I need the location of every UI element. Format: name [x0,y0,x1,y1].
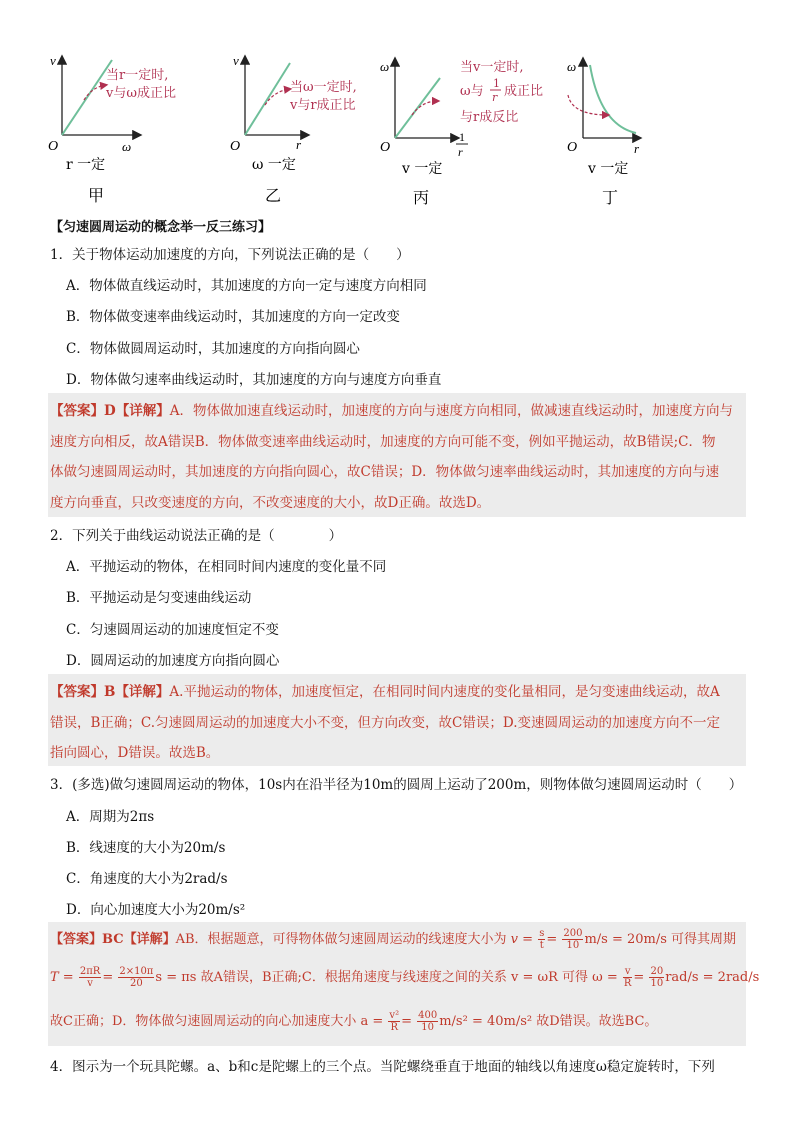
question-2-answer-line-3: 指向圆心，D错误。故选B。 [50,745,220,761]
question-3-answer-line-1: AB．根据题意，可得物体做匀速圆周运动的线速度大小为 [175,932,507,947]
graph-bing-xlabel-den: r [458,145,463,159]
graph-yi-annotation-2: v与r成正比 [290,98,356,113]
graph-jia-name: 甲 [88,186,105,205]
q3-frac-v-R: $\frac{v}{R}$ [623,966,632,989]
graph-ding-ylabel: ω [567,59,577,74]
graph-ding-curve [590,65,636,133]
graph-ding-origin: O [567,140,578,155]
question-1-answer-line-2: 速度方向相反，故A错误B．物体做变速率曲线运动时，加速度的方向可能不变，例如平抛运动，故B错误;C．物 [50,434,716,450]
question-1-answer-line-4: 度方向垂直，只改变速度的方向，不改变速度的大小，故D正确。故选D。 [50,495,491,511]
question-1-option-d: D．物体做匀速率曲线运动时，其加速度的方向与速度方向垂直 [66,372,442,388]
graph-yi-line [245,63,290,135]
question-2-option-b: B．平抛运动是匀变速曲线运动 [66,590,252,606]
graph-figures [40,45,660,215]
question-3-option-a: A．周期为2πs [66,809,155,825]
graph-jia [48,53,176,205]
question-2-option-a: A．平抛运动的物体，在相同时间内速度的变化量不同 [66,559,387,575]
graph-bing-annotation-1: 当v一定时, [460,60,524,75]
q3-eq-v: v = [510,932,534,947]
graph-bing-annotation-3: 与r成反比 [460,110,519,125]
graph-bing-line [395,78,440,138]
question-2-answer-tag: 【答案】B【详解】 [50,684,170,700]
question-3-option-c: C．角速度的大小为2rad/s [66,871,228,887]
q3-frac-400-10: $\frac{400}{10}$ [418,1010,438,1033]
question-4-stem: 4．图示为一个玩具陀螺。a、b和c是陀螺上的三个点。当陀螺绕垂直于地面的轴线以角速度ω稳定旋转时，下列 [50,1059,715,1075]
question-2-option-c: C．匀速圆周运动的加速度恒定不变 [66,622,279,638]
graph-jia-annotation-1: 当r一定时, [106,68,169,83]
graph-yi-name: 乙 [265,186,282,205]
graph-yi-condition: ω 一定 [252,157,296,173]
question-3-option-d: D．向心加速度大小为20m/s² [66,902,246,918]
graph-yi [230,53,357,205]
question-3-answer-line-2: s = πs 故A错误，B正确;C．根据角速度与线速度之间的关系 v = ωR 可得 ω = [155,970,618,985]
question-1-option-b: B．物体做变速率曲线运动时，其加速度的方向一定改变 [66,309,400,325]
section-heading: 【匀速圆周运动的概念举一反三练习】 [50,220,272,235]
graph-ding-name: 丁 [602,188,619,207]
graph-bing-annotation-2a: ω与 [460,84,484,99]
question-3-answer-line-1-tail: m/s = 20m/s 可得其周期 [584,932,737,947]
graph-bing [380,59,543,207]
graph-bing-origin: O [380,140,391,155]
question-3-stem: 3．(多选)做匀速圆周运动的物体，10s内在沿半径为10m的圆周上运动了200m，则物体做匀速圆周运动时（ ） [50,777,743,793]
graph-yi-annotation-1: 当ω一定时, [290,80,357,95]
graph-jia-origin: O [48,139,59,154]
question-3-answer: 【答案】BC【详解】AB．根据题意，可得物体做匀速圆周运动的线速度大小为 v = $\frac{s}{t}$ = $\frac{200}{10}$ m/s = 20m/s 可得其周期 T = $\frac{2\pi R}{v}$ = $\frac{2\times 10\pi}{20}$ s = πs 故A错误，B正确;C．根据角速度与线速度之间的关系 v = ωR 可得 ω = $\frac{v}{R}$ = $\frac{20}{10}$ rad/s = 2rad/s 故C正确；D．物体做匀速圆周运动的向心加速度大小 a = $\frac{\text{v²}}{R}$ = $\frac{400}{10}$ m/s² = 40m/s² 故D错误。故选BC。 [48,922,746,1046]
graph-yi-ylabel: v [233,53,239,68]
question-2-stem: 2．下列关于曲线运动说法正确的是（ ） [50,528,343,544]
question-1-option-c: C．物体做圆周运动时，其加速度的方向指向圆心 [66,341,360,357]
graph-yi-origin: O [230,139,241,154]
graph-yi-xlabel: r [296,137,302,152]
graph-jia-line [62,60,112,135]
graph-bing-xlabel-num: 1 [459,130,465,144]
graph-bing-annotation-frac-num: 1 [493,77,500,90]
q3-frac-v2-R: $\frac{\text{v²}}{R}$ [389,1010,400,1033]
question-1-answer-tag: 【答案】D【详解】 [50,403,170,419]
graph-jia-condition: r 一定 [66,157,106,173]
graph-bing-annotation-2b: 成正比 [504,84,544,99]
question-1-answer-line-3: 体做匀速圆周运动时，其加速度的方向指向圆心，故C错误；D．物体做匀速率曲线运动时，其加速度的方向与速 [50,464,720,480]
question-3-answer-line-3: 故C正确；D．物体做匀速圆周运动的向心加速度大小 a = [50,1014,384,1029]
graph-bing-name: 丙 [413,188,430,207]
graph-bing-condition: v 一定 [402,161,443,177]
question-1-stem: 1．关于物体运动加速度的方向，下列说法正确的是（ ） [50,247,410,263]
graph-ding [567,59,640,207]
q3-frac-20-10: $\frac{20}{10}$ [650,966,664,989]
q3-frac-s-t: $\frac{s}{t}$ [539,928,545,951]
graph-ding-condition: v 一定 [588,161,629,177]
graph-ding-xlabel: r [634,141,640,156]
graph-jia-annotation-2: v与ω成正比 [106,86,176,101]
q3-frac-20pi-20: $\frac{2\times 10\pi}{20}$ [119,966,154,989]
question-3-answer-line-3-tail: m/s² = 40m/s² 故D错误。故选BC。 [439,1014,658,1029]
q3-eq-T: T = [50,970,74,985]
question-2-answer-line-2: 错误，B正确；C.匀速圆周运动的加速度大小不变，但方向改变，故C错误；D.变速圆周运动的加速度方向不一定 [50,715,721,731]
q3-frac-2piR-v: $\frac{2\pi R}{v}$ [79,966,101,989]
question-2-option-d: D．圆周运动的加速度方向指向圆心 [66,653,280,669]
question-1-answer [48,393,746,517]
question-1-option-a: A．物体做直线运动时，其加速度的方向一定与速度方向相同 [66,278,427,294]
question-2-answer-line-1: A.平抛运动的物体，加速度恒定，在相同时间内速度的变化量相同，是匀变速曲线运动，故A [169,684,720,700]
question-1-answer-line-1: A．物体做加速直线运动时，加速度的方向与速度方向相同，做减速直线运动时，加速度方向与 [169,403,733,419]
q3-frac-200-10: $\frac{200}{10}$ [563,928,583,951]
question-3-answer-tag: 【答案】BC【详解】 [50,932,176,947]
graph-jia-xlabel: ω [122,139,132,154]
question-2-answer [48,674,746,766]
question-3-answer-line-2-tail: rad/s = 2rad/s [665,970,760,985]
graph-bing-ylabel: ω [380,59,390,74]
question-3-option-b: B．线速度的大小为20m/s [66,840,226,856]
graph-bing-annotation-frac-den: r [492,91,498,104]
graph-jia-ylabel: v [50,53,56,68]
